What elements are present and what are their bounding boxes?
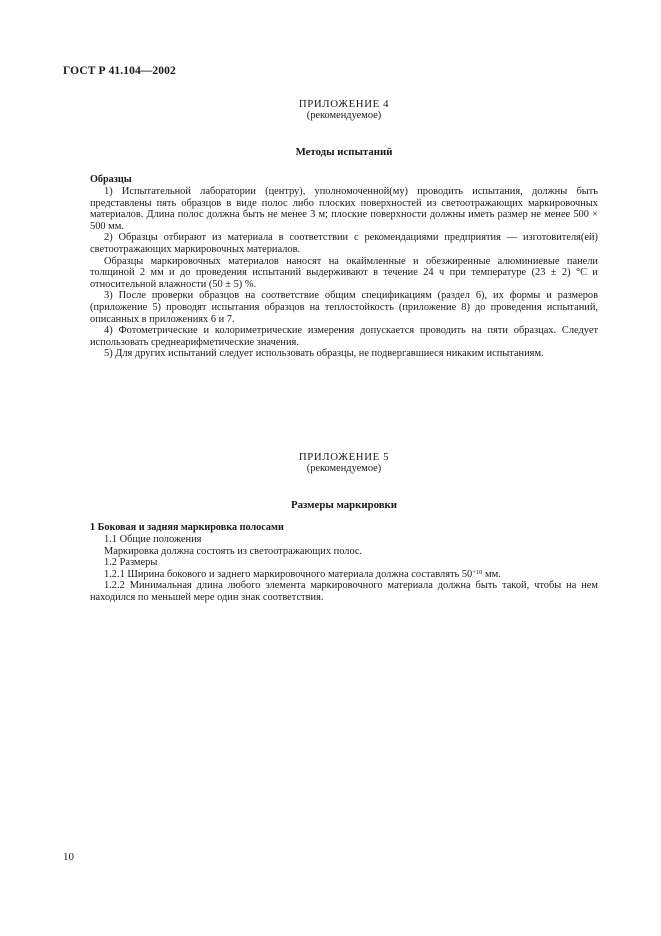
appendix-4-paragraph: 5) Для других испытаний следует использовать образцы, не подвергавшиеся никаким испытаниям. <box>104 348 544 360</box>
appendix-5-title: ПРИЛОЖЕНИЕ 5 <box>298 451 390 463</box>
appendix-4-body <box>90 174 598 360</box>
appendix-4-paragraph: Образцы маркировочных материалов наносят на окаймленные и обезжиренные алюминиевые панели толщиной 2 мм и до проведения испытаний выдерживают в течение 24 ч при температуре (23 ± 2) °С и относительной влажности (50 ± 5) %. <box>90 255 598 290</box>
width-unit: мм. <box>482 568 501 580</box>
appendix-5-body <box>90 522 598 604</box>
width-tolerance: +10 <box>472 568 483 576</box>
document-code: ГОСТ Р 41.104—2002 <box>63 65 176 77</box>
appendix-4-paragraph: 3) После проверки образцов на соответствие общим спецификациям (раздел 6), их формы и размеров (приложение 5) проводят испытания образцов на теплостойкость (приложение 8) до проведения испытаний, описанных в приложениях 6 и 7. <box>90 290 598 325</box>
appendix-4-paragraph: 1) Испытательной лаборатории (центру), уполномоченной(му) проводить испытания, должны быть представлены пять образцов в виде полос либо плоских поверхностей из светоотражающих маркировочных материалов. Длина полос должна быть не менее 3 м; плоские поверхности должны иметь размер не менее 500 × 500 мм. <box>90 186 598 232</box>
appendix-5-paragraph: 1.1 Общие положения <box>104 534 202 545</box>
appendix-4-title: ПРИЛОЖЕНИЕ 4 <box>298 98 390 110</box>
page-number: 10 <box>63 851 74 863</box>
appendix-5-subheading: 1 Боковая и задняя маркировка полосами <box>90 522 284 533</box>
appendix-5-heading: Размеры маркировки <box>291 499 397 511</box>
appendix-4-paragraph: 2) Образцы отбирают из материала в соответствии с рекомендациями предприятия — изготовителя(ей) светоотражающих маркировочных материалов. <box>90 232 598 255</box>
appendix-5-paragraph: Маркировка должна состоять из светоотражающих полос. <box>104 545 363 557</box>
appendix-5-paragraph: 1.2.2 Минимальная длина любого элемента маркировочного материала должна быть такой, чтобы на нем находился по меньшей мере один знак соответствия. <box>90 580 598 603</box>
appendix-4-subtitle: (рекомендуемое) <box>306 110 382 121</box>
appendix-5-paragraph-width <box>90 569 598 581</box>
appendix-4-subheading: Образцы <box>90 174 132 185</box>
width-text: 1.2.1 Ширина бокового и заднего маркировочного материала должна составлять 50 <box>104 568 473 580</box>
appendix-4-paragraph: 4) Фотометрические и колориметрические измерения допускается проводить на пяти образцах. Следует использовать среднеарифметические значения. <box>90 325 598 348</box>
appendix-5-paragraph: 1.2 Размеры <box>104 557 158 569</box>
appendix-4-heading: Методы испытаний <box>295 146 393 158</box>
appendix-5-subtitle: (рекомендуемое) <box>306 463 382 474</box>
